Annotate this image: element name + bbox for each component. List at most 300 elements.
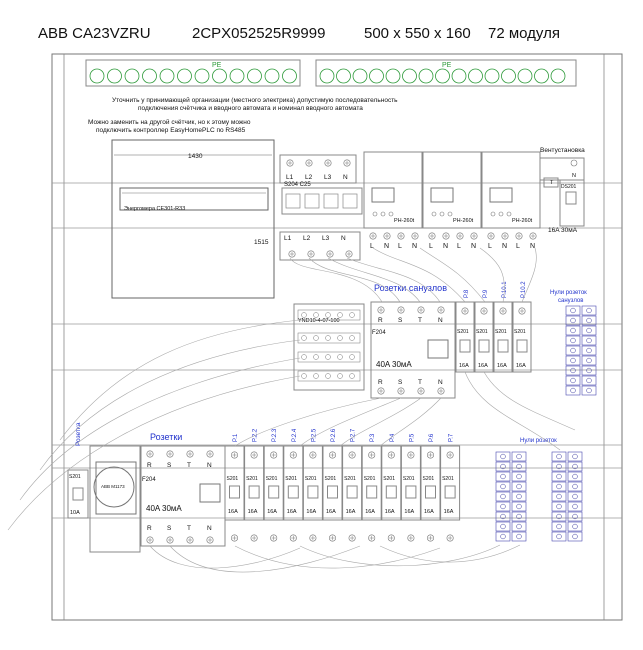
relay-terminal-label: N [384, 243, 390, 250]
input-terminal-bottom-label: L3 [322, 235, 330, 242]
article-number: 2CPX052525R9999 [192, 25, 326, 42]
sockets-rcd-terminal-bottom [207, 537, 213, 543]
wire [484, 372, 575, 430]
relay-terminal [488, 233, 494, 239]
pe-terminal [403, 69, 417, 83]
ynd-terminal [326, 355, 331, 360]
sockets-rcd-phase-top: T [187, 462, 191, 469]
bathroom-zero-label-1: Нули розеток [550, 290, 587, 296]
voltage-relay [423, 152, 481, 250]
ynd-terminal [314, 313, 319, 318]
ynd-terminal [338, 336, 343, 341]
sockets-breaker-phase: P.1 [233, 433, 239, 442]
zero-terminal [568, 492, 582, 501]
ynd-terminal [302, 355, 307, 360]
bathroom-rcd-terminal-bottom [438, 388, 444, 394]
breaker-toggle [249, 486, 259, 498]
sockets-breaker-model: S201 [363, 476, 376, 482]
main-breaker-label: S204 C25 [284, 182, 311, 188]
breaker-toggle [426, 486, 436, 498]
relay-label: РН-260t [453, 218, 474, 224]
zero-terminal [512, 502, 526, 511]
relay-terminal-label: L [370, 243, 374, 250]
relay-terminal-label: L [429, 243, 433, 250]
breaker-terminal-bottom [310, 535, 316, 541]
sockets-breaker-model: S201 [304, 476, 317, 482]
bathroom-sockets-title: Розетки санузлов [374, 283, 447, 293]
sockets-breaker-rating: 16A [228, 509, 238, 515]
zero-terminal [568, 522, 582, 531]
ynd-distribution-block [294, 304, 364, 390]
zero-terminal [566, 376, 580, 385]
din-socket-model: ABB M1173 [101, 484, 125, 489]
relay-terminal-label: N [412, 243, 418, 250]
sockets-rcd-phase-top: N [207, 462, 212, 469]
breaker-toggle [517, 340, 527, 352]
sockets-breaker-phase: P.2.2 [252, 428, 259, 442]
breaker-terminal-bottom [408, 535, 414, 541]
meter-name: Энергомера CE301-R33 [124, 206, 186, 212]
bathroom-rcd-terminal-top [418, 307, 424, 313]
din-socket [90, 446, 140, 552]
zero-terminal [496, 502, 510, 511]
sockets-breaker-rating: 16A [267, 509, 277, 515]
pe-terminal [551, 69, 565, 83]
zero-terminal [552, 522, 566, 531]
breaker-toggle [498, 340, 508, 352]
note-line-2: подключения счётчика и вводного автомата и номинал вводного автомата [138, 105, 363, 112]
pe-terminal [469, 69, 483, 83]
breaker-terminal-top [271, 452, 277, 458]
input-terminal-bottom [327, 251, 333, 257]
zero-terminal [512, 482, 526, 491]
pe-terminal [265, 69, 279, 83]
sockets-rcd-phase-bottom: R [147, 525, 152, 532]
relay-label: РН-260t [394, 218, 415, 224]
breaker-terminal-top [310, 452, 316, 458]
sockets-breaker-phase: P.2.5 [311, 428, 318, 442]
bathroom-breaker-phase: P.9 [483, 289, 489, 298]
input-terminal-bottom [346, 251, 352, 257]
pe-terminal [370, 69, 384, 83]
rcd-lever [428, 340, 448, 358]
input-terminals-bottom [280, 232, 360, 260]
note-line-4: подключить контроллер EasyHomePLC по RS485 [96, 127, 246, 134]
breaker-terminal-top [231, 452, 237, 458]
breaker-terminal-top [388, 452, 394, 458]
pe-terminal [90, 69, 104, 83]
breaker-pole [343, 194, 357, 208]
zero-terminal [552, 462, 566, 471]
bathroom-breaker-model: S201 [514, 329, 526, 335]
input-terminal-top [344, 160, 350, 166]
zero-terminal [512, 452, 526, 461]
sockets-rcd-phase-top: R [147, 462, 152, 469]
pe-terminal [320, 69, 334, 83]
breaker-terminal-top [481, 308, 487, 314]
bathroom-rcd-phase-bottom: R [378, 379, 383, 386]
zero-terminal [582, 306, 596, 315]
sockets-breaker-model: S201 [324, 476, 337, 482]
zero-terminal [512, 532, 526, 541]
pe-terminal [195, 69, 209, 83]
zero-terminal [496, 532, 510, 541]
note-line-3: Можно заменить на другой счётчик, но к этому можно [88, 119, 251, 126]
zero-terminal [582, 326, 596, 335]
sockets-title: Розетки [150, 432, 183, 442]
pe-terminal [125, 69, 139, 83]
breaker-toggle [328, 486, 338, 498]
bathroom-rcd-phase-top: S [398, 317, 403, 324]
zero-terminal [568, 472, 582, 481]
sockets-breaker [421, 433, 440, 541]
sockets-breaker-model: S201 [265, 476, 278, 482]
zero-terminal [552, 452, 566, 461]
bathroom-rcd-name: F204 [372, 330, 386, 336]
pe-terminal [178, 69, 192, 83]
ynd-terminal [302, 374, 307, 379]
bathroom-rcd-phase-top: R [378, 317, 383, 324]
bathroom-rcd-terminal-bottom [418, 388, 424, 394]
energy-meter [112, 140, 274, 298]
ynd-terminal [338, 313, 343, 318]
wire [150, 546, 300, 568]
breaker-terminal-top [349, 452, 355, 458]
pe-terminal [452, 69, 466, 83]
ynd-terminal [338, 355, 343, 360]
breaker-terminal-bottom [447, 535, 453, 541]
relay-terminal [457, 233, 463, 239]
zero-terminal [582, 346, 596, 355]
zero-terminal [568, 512, 582, 521]
relay-terminal [429, 233, 435, 239]
bathroom-breaker-model: S201 [476, 329, 488, 335]
breaker-pole [324, 194, 338, 208]
breaker-toggle [445, 486, 455, 498]
sockets-rcd-name: F204 [142, 477, 156, 483]
sockets-breaker-rating: 16A [306, 509, 317, 515]
breaker-pole [305, 194, 319, 208]
breaker-toggle [386, 486, 396, 498]
sockets-breaker-model: S201 [383, 476, 395, 482]
zero-terminal [568, 532, 582, 541]
sockets-breaker-model: S201 [246, 476, 258, 482]
pe-bar-left [86, 60, 300, 86]
meter-height-label: 1515 [254, 239, 269, 246]
input-terminals-top [280, 155, 356, 183]
ynd-terminal [338, 374, 343, 379]
sockets-breaker-phase: P.2.3 [272, 428, 279, 442]
vent-group [540, 147, 585, 234]
sockets-rcd-terminal-top [187, 451, 193, 457]
ynd-terminal [302, 313, 307, 318]
breaker-terminal-bottom [427, 535, 433, 541]
wire [328, 258, 420, 302]
sockets-breaker-phase: P.2.7 [350, 428, 357, 442]
ynd-terminal [314, 336, 319, 341]
pe-terminal [283, 69, 297, 83]
wire [420, 248, 485, 302]
pe-label-left: PE [212, 62, 222, 69]
bathroom-rcd-phase-bottom: T [418, 379, 422, 386]
breaker-terminal-bottom [290, 535, 296, 541]
bathroom-breakers [456, 281, 531, 372]
voltage-relays [364, 152, 540, 250]
breaker-terminal-bottom [369, 535, 375, 541]
bathroom-rcd [371, 302, 455, 398]
sockets-rcd-terminal-top [207, 451, 213, 457]
sockets-breaker [225, 433, 244, 541]
relay-display [431, 188, 453, 202]
sockets-breaker-rating: 16A [286, 509, 297, 515]
input-terminal-top [287, 160, 293, 166]
bathroom-rcd-terminal-top [398, 307, 404, 313]
breaker-terminal-bottom [388, 535, 394, 541]
sockets-breaker-rating: 16A [365, 509, 375, 515]
sockets-breaker-phase: P.3 [370, 433, 377, 442]
relay-display [372, 188, 394, 202]
bathroom-breaker [513, 281, 531, 372]
zero-terminal [582, 336, 596, 345]
pe-terminal [213, 69, 227, 83]
sockets-zero-label: Нули розеток [520, 438, 557, 444]
input-terminal-bottom-label: L2 [303, 235, 311, 242]
ynd-label: YND10-4-07-100 [298, 318, 340, 324]
ynd-terminal [350, 355, 355, 360]
bathroom-rcd-terminal-bottom [398, 388, 404, 394]
relay-terminal-label: N [502, 243, 508, 250]
voltage-relay [364, 152, 422, 250]
breaker-terminal-top [519, 308, 525, 314]
sockets-rcd-phase-bottom: S [167, 525, 172, 532]
vent-n-label: N [572, 173, 576, 179]
sockets-rcd-phase-bottom: N [207, 525, 212, 532]
zero-terminal [566, 386, 580, 395]
relay-terminal [412, 233, 418, 239]
bathroom-breaker-phase: P.8 [464, 289, 470, 298]
relay-display [490, 188, 512, 202]
ynd-terminal [350, 313, 355, 318]
pe-terminal [485, 69, 499, 83]
zero-terminal [568, 502, 582, 511]
zero-terminal [568, 452, 582, 461]
pe-terminal [535, 69, 549, 83]
zero-terminal [512, 492, 526, 501]
zero-terminal [552, 492, 566, 501]
input-terminal-bottom [308, 251, 314, 257]
zero-terminal [512, 512, 526, 521]
sockets-breaker-model: S201 [226, 476, 239, 482]
pe-terminal [108, 69, 122, 83]
relay-terminal [471, 233, 477, 239]
pe-terminal [353, 69, 367, 83]
relay-terminal [384, 233, 390, 239]
input-terminal-top-label: L2 [305, 174, 313, 181]
pe-terminal [337, 69, 351, 83]
single-socket-breaker-model: S201 [69, 474, 81, 480]
zero-terminal [496, 482, 510, 491]
pe-terminal [502, 69, 516, 83]
breaker-toggle [367, 486, 377, 498]
pe-terminal [436, 69, 450, 83]
zero-terminal [552, 532, 566, 541]
sockets-breaker-phase: P.6 [429, 433, 435, 442]
wire [373, 248, 465, 302]
zero-terminal [582, 376, 596, 385]
dimensions: 500 x 550 x 160 [364, 25, 471, 42]
ynd-terminal [326, 336, 331, 341]
note-line-1: Уточнить у принимающей организации (местного электрика) допустимую последовательность [112, 97, 398, 104]
input-terminal-top [325, 160, 331, 166]
breaker-terminal-top [427, 452, 433, 458]
pe-terminal [518, 69, 532, 83]
pe-terminal [143, 69, 157, 83]
sockets-breaker-model: S201 [344, 476, 356, 482]
relay-terminal [398, 233, 404, 239]
zero-terminal [566, 356, 580, 365]
rcd-lever [200, 484, 220, 502]
zero-terminal [582, 366, 596, 375]
wire [60, 320, 300, 440]
breaker-terminal-bottom [231, 535, 237, 541]
single-socket-breaker [68, 470, 88, 518]
vent-rating: 16A 30мА [548, 227, 578, 234]
ynd-terminal [314, 374, 319, 379]
breaker-toggle [308, 486, 318, 498]
sockets-breaker-phase: P.2.4 [291, 428, 298, 442]
zero-terminal [566, 346, 580, 355]
cabinet-frame [52, 54, 622, 620]
relay-terminal-label: L [398, 243, 402, 250]
zero-terminal [568, 482, 582, 491]
zero-terminal [512, 522, 526, 531]
sockets-breaker [362, 433, 381, 541]
breaker-toggle [269, 486, 279, 498]
zero-terminal [582, 356, 596, 365]
breaker-toggle [460, 340, 470, 352]
pe-terminal [248, 69, 262, 83]
bathroom-rcd-rating: 40A 30мА [376, 360, 412, 369]
bathroom-rcd-terminal-bottom [378, 388, 384, 394]
model-title: ABB CA23VZRU [38, 25, 151, 42]
pe-bar-right [316, 60, 576, 86]
zero-terminal [496, 472, 510, 481]
input-terminal-top-label: N [343, 174, 348, 181]
sockets-breaker-rating: 16A [384, 509, 395, 515]
sockets-rcd-terminal-bottom [147, 537, 153, 543]
breaker-toggle [406, 486, 416, 498]
zero-terminal [552, 482, 566, 491]
breaker-terminal-bottom [251, 535, 257, 541]
sockets-rcd-phase-top: S [167, 462, 172, 469]
sockets-breaker-phase: P.5 [409, 433, 416, 442]
sockets-breaker-rating: 16A [247, 509, 258, 515]
breaker-toggle [479, 340, 489, 352]
input-terminal-top-label: L1 [286, 174, 294, 181]
input-terminal-top [306, 160, 312, 166]
input-terminal-top-label: L3 [324, 174, 332, 181]
bathroom-breaker [456, 289, 474, 372]
breaker-terminal-top [462, 308, 468, 314]
zero-terminal [512, 462, 526, 471]
sockets-breaker-rating: 16A [404, 509, 415, 515]
main-breaker [282, 182, 362, 214]
breaker-terminal-top [251, 452, 257, 458]
sockets-breaker-phase: P.2.6 [331, 428, 337, 442]
bathroom-zero-label-2: санузлов [558, 298, 584, 304]
breaker-toggle [230, 486, 240, 498]
input-terminal-bottom-label: N [341, 235, 346, 242]
breaker-terminal-top [408, 452, 414, 458]
vent-label: Вентустановка [540, 147, 585, 154]
zero-terminal [566, 326, 580, 335]
bathroom-zero-terminals [550, 290, 596, 395]
relay-terminal-label: L [457, 243, 461, 250]
bathroom-rcd-terminal-top [378, 307, 384, 313]
single-socket-title: Розетка [75, 422, 82, 446]
sockets-breaker-rating: 16A [424, 509, 434, 515]
relay-terminal [443, 233, 449, 239]
voltage-relay [482, 152, 540, 250]
sockets-breaker-model: S201 [402, 476, 415, 482]
meter-width-label: 1430 [188, 153, 203, 160]
relay-label: РН-260t [512, 218, 533, 224]
bathroom-rcd-terminal-top [438, 307, 444, 313]
pe-terminal [386, 69, 400, 83]
sockets-breaker [401, 433, 420, 541]
zero-terminal [552, 512, 566, 521]
zero-terminal [568, 462, 582, 471]
bathroom-rcd-phase-bottom: N [438, 379, 443, 386]
zero-terminal [496, 522, 510, 531]
relay-terminal [370, 233, 376, 239]
wire [347, 258, 440, 302]
breaker-terminal-bottom [329, 535, 335, 541]
vent-breaker-label: DS201 [561, 184, 577, 190]
relay-terminal [530, 233, 536, 239]
pe-terminal [230, 69, 244, 83]
relay-terminal [502, 233, 508, 239]
breaker-terminal-top [369, 452, 375, 458]
sockets-rcd [141, 446, 225, 546]
bathroom-rcd-phase-bottom: S [398, 379, 403, 386]
sockets-rcd-terminal-bottom [187, 537, 193, 543]
zero-terminal [552, 502, 566, 511]
module-count: 72 модуля [488, 25, 560, 42]
zero-terminal [496, 452, 510, 461]
breaker-terminal-top [500, 308, 506, 314]
bathroom-rcd-phase-top: T [418, 317, 422, 324]
zero-terminal [566, 336, 580, 345]
vent-t-label: T [550, 180, 554, 186]
wiring [8, 248, 575, 572]
relay-terminal-label: N [530, 243, 536, 250]
zero-terminal [496, 512, 510, 521]
breaker-terminal-top [447, 452, 453, 458]
pe-label-right: PE [442, 62, 452, 69]
wire [300, 545, 500, 566]
pe-terminal [419, 69, 433, 83]
relay-terminal [516, 233, 522, 239]
bathroom-breaker [494, 281, 512, 372]
bathroom-breaker-model: S201 [457, 329, 469, 335]
bathroom-breaker-model: S201 [495, 329, 507, 335]
bathroom-breaker-phase: P.10.1 [502, 281, 508, 298]
sockets-breaker-model: S201 [285, 476, 297, 482]
pe-terminal [160, 69, 174, 83]
sockets-rcd-terminal-top [167, 451, 173, 457]
sockets-zero-terminals [496, 438, 582, 541]
